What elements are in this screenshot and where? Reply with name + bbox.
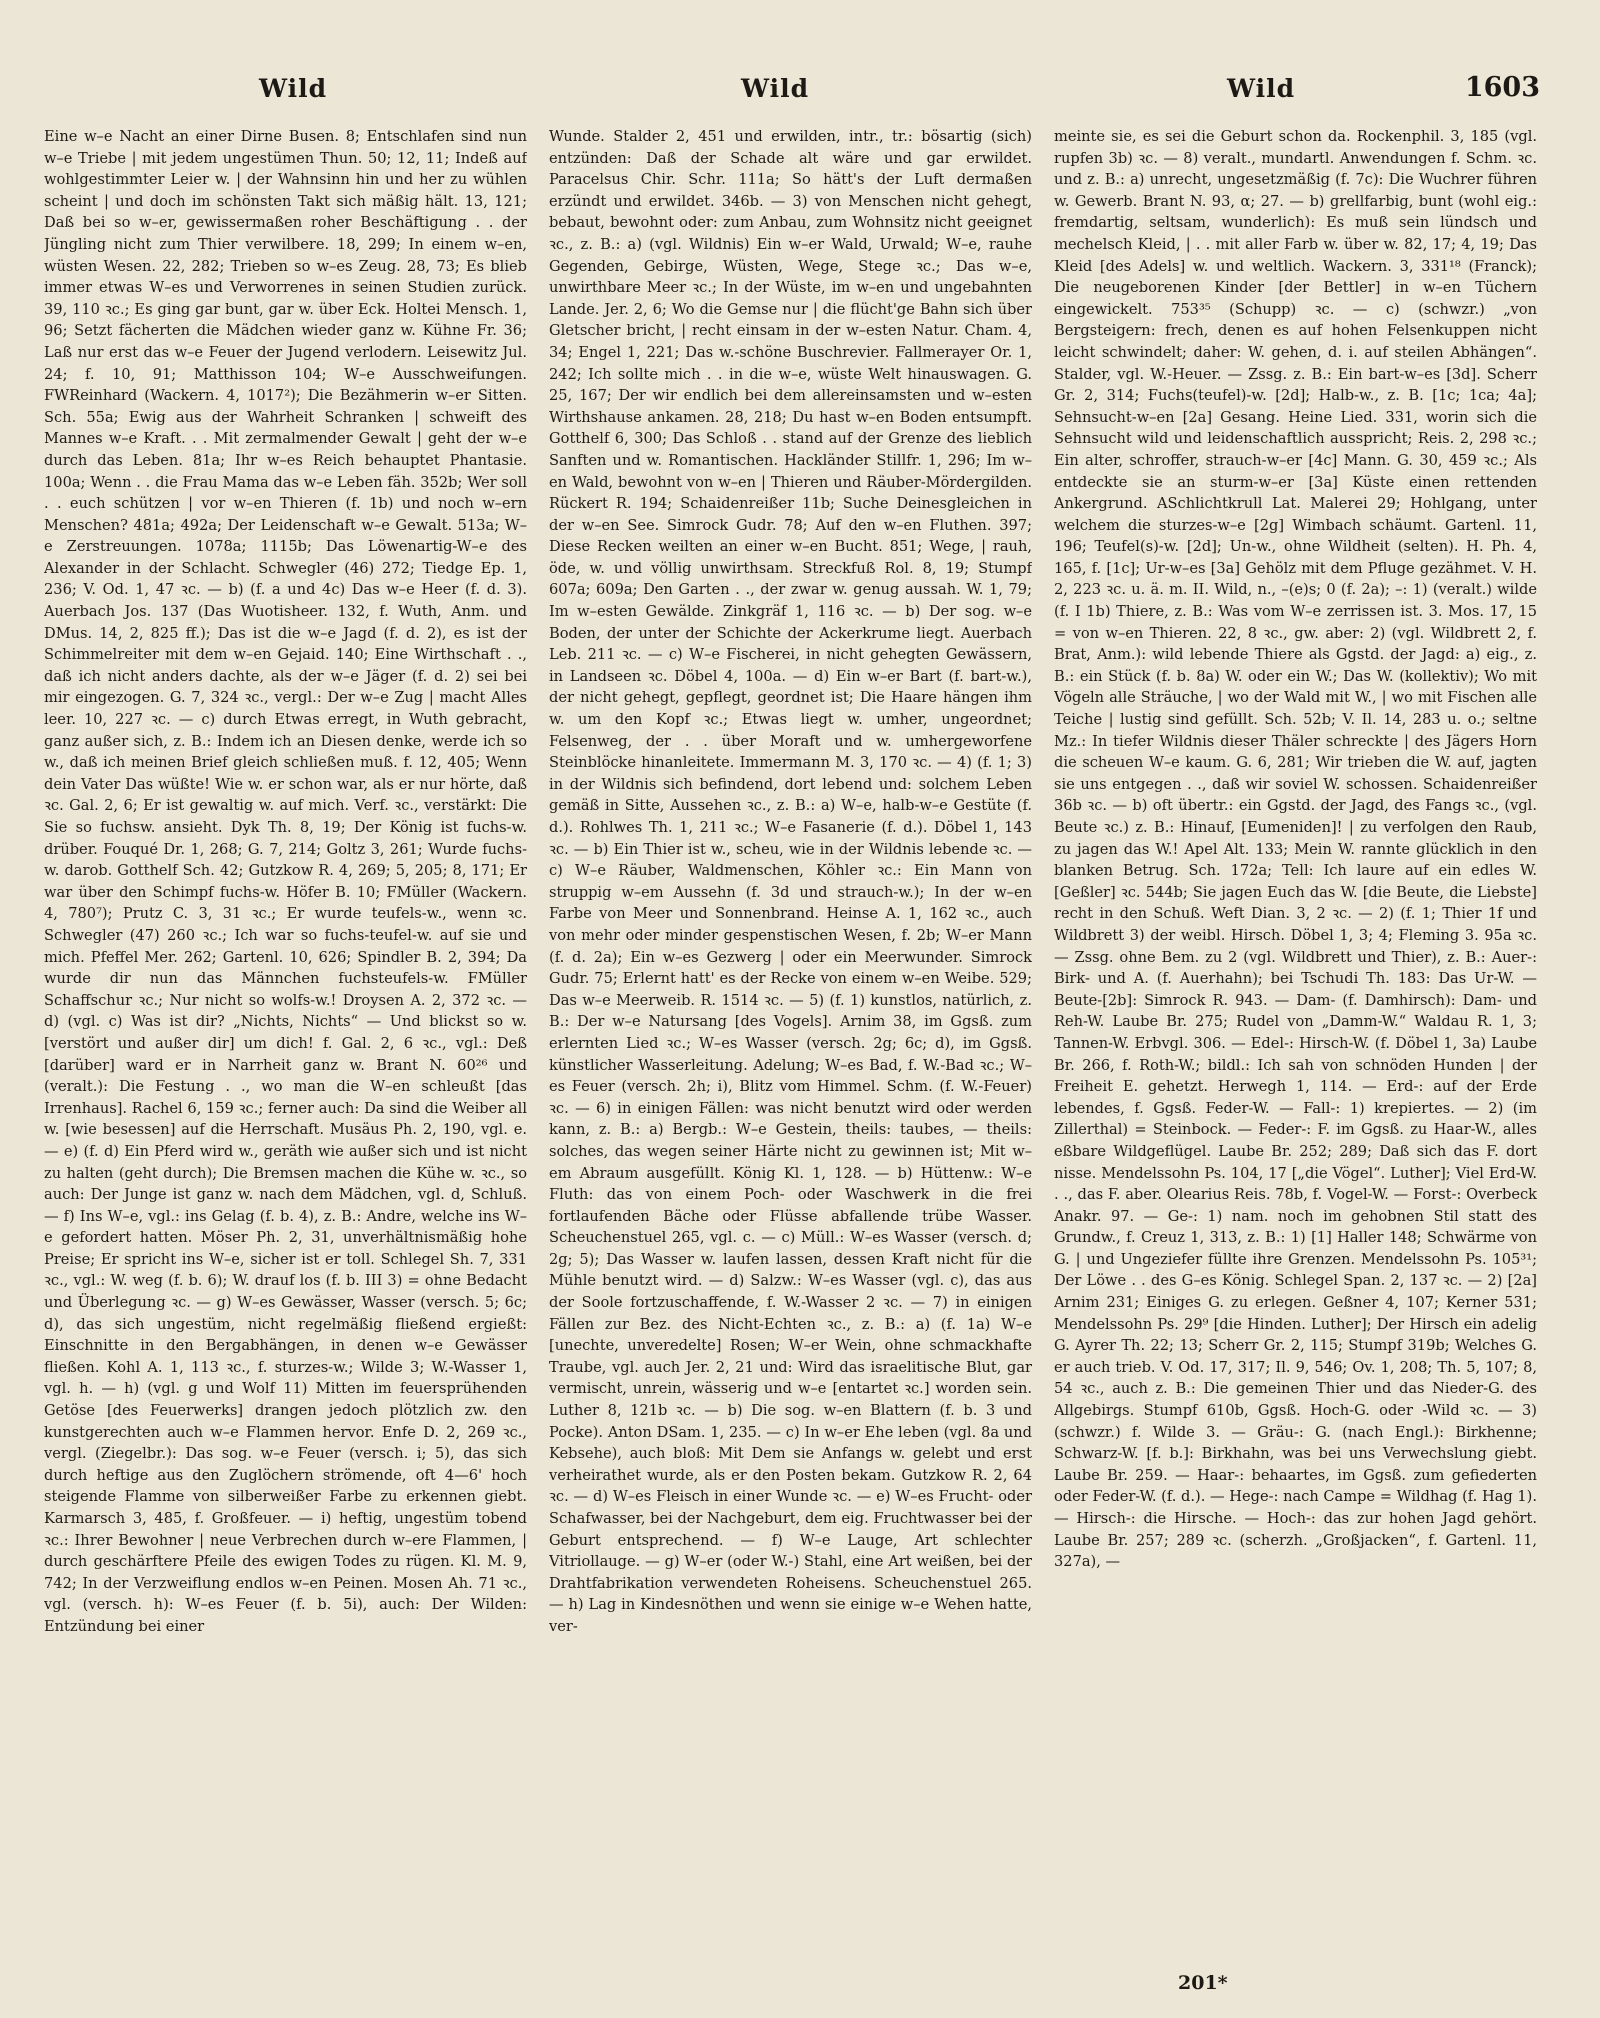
column-3	[1054, 126, 1537, 1956]
header-right-word: Wild	[1227, 74, 1296, 103]
printer-signature: 201*	[1178, 1972, 1228, 1994]
column-1	[44, 126, 527, 1956]
dictionary-columns	[44, 126, 1540, 1956]
column-3-text: meinte sie, es sei die Geburt schon da. Rockenphil. 3, 185 (vgl. rupfen 3b) ꝛc. — 8) veralt., mundartl. Anwendungen f. Schm. ꝛc. und z. B.: a) unrecht, ungesetzmäßig (f. 7c): Die Wuchrer führen w. Gewerb. Brant N. 93, α; 27. — b) grellfarbig, bunt (wohl eig.: fremdartig, seltsam, wunderlich): Es muß sein lündsch und mechelsch Kleid, | . . mit aller Farb w. über w. 82, 17; 4, 19; Das Kleid [des Adels] w. und weltlich. Wackern. 3, 331¹⁸ (Franck); Die neugeborenen Kinder [der Bettler] in w–en Tüchern eingewickelt. 753³⁵ (Schupp) ꝛc. — c) (schwzr.) „von Bergsteigern: frech, denen es auf hohen Felsenkuppen nicht leicht schwindelt; daher: W. gehen, d. i. auf steilen Abhängen“. Stalder, vgl. W.-Heuer. — Zssg. z. B.: Ein bart-w–es [3d]. Scherr Gr. 2, 314; Fuchs(teufel)-w. [2d]; Halb-w., z. B. [1c; 1ca; 4a]; Sehnsucht-w–en [2a] Gesang. Heine Lied. 331, worin sich die Sehnsucht wild und leidenschaftlich ausspricht; Reis. 2, 298 ꝛc.; Ein alter, schroffer, strauch-w–er [4c] Mann. G. 30, 459 ꝛc.; Als entdeckte sie an sturm-w–er [3a] Küste einen rettenden Ankergrund. ASchlichtkrull Lat. Malerei 29; Hohlgang, unter welchem die sturzes-w–e [2g] Wimbach schäumt. Gartenl. 11, 196; Teufel(s)-w. [2d]; Un-w., ohne Wildheit (selten). H. Ph. 4, 165, f. [1c]; Ur-w–es [3a] Gehölz mit dem Pfluge gezähmet. V. H. 2, 223 ꝛc. u. ä. m. II. Wild, n., –(e)s; 0 (f. 2a); –: 1) (veralt.) wilde (f. I 1b) Thiere, z. B.: Was vom W–e zerrissen ist. 3. Mos. 17, 15 = von w–en Thieren. 22, 8 ꝛc., gw. aber: 2) (vgl. Wildbrett 2, f. Brat, Anm.): wild lebende Thiere als Ggstd. der Jagd: a) eig., z. B.: ein Stück (f. b. 8a) W. oder ein W.; Das W. (kollektiv); Wo mit Vögeln alle Sträuche, | wo der Wald mit W., | wo mit Fischen alle Teiche | lustig sind gefüllt. Sch. 52b; V. Il. 14, 283 u. o.; seltne Mz.: In tiefer Wildnis dieser Thäler schreckte | des Jägers Horn die scheuen W–e kaum. G. 6, 281; Wir trieben die W. auf, jagten sie uns entgegen . ., daß wir soviel W. schossen. Schaidenreißer 36b ꝛc. — b) oft übertr.: ein Ggstd. der Jagd, des Fangs ꝛc., (vgl. Beute ꝛc.) z. B.: Hinauf, [Eumeniden]! | zu verfolgen den Raub, zu jagen das W.! Apel Alt. 133; Mein W. rannte glücklich in den blanken Betrug. Sch. 172a; Tell: Ich laure auf ein edles W. [Geßler] ꝛc. 544b; Sie jagen Euch das W. [die Beute, die Liebste] recht in den Schuß. Weft Dian. 3, 2 ꝛc. — 2) (f. 1; Thier 1f und Wildbrett 3) der weibl. Hirsch. Döbel 1, 3; 4; Fleming 3. 95a ꝛc. — Zssg. ohne Bem. zu 2 (vgl. Wildbrett und Thier), z. B.: Auer-: Birk- und A. (f. Auerhahn); bei Tschudi Th. 183: Das Ur-W. — Beute-[2b]: Simrock R. 943. — Dam- (f. Damhirsch): Dam- und Reh-W. Laube Br. 275; Rudel von „Damm-W.“ Waldau R. 1, 3; Tannen-W. Erbvgl. 306. — Edel-: Hirsch-W. (f. Döbel 1, 3a) Laube Br. 266, f. Roth-W.; bildl.: Ich sah von schnöden Hunden | der Freiheit E. gehetzt. Herwegh 1, 114. — Erd-: auf der Erde lebendes, f. Ggsß. Feder-W. — Fall-: 1) krepiertes. — 2) (im Zillerthal) = Steinbock. — Feder-: F. im Ggsß. zu Haar-W., alles eßbare Wildgeflügel. Laube Br. 252; 289; Daß sich das F. dort nisse. Mendelssohn Ps. 104, 17 [„die Vögel“. Luther]; Viel Erd-W. . ., das F. aber. Olearius Reis. 78b, f. Vogel-W. — Forst-: Overbeck Anakr. 97. — Ge-: 1) nam. noch im gehobnen Stil statt des Grundw., f. Creuz 1, 313, z. B.: 1) [1] Haller 148; Schwärme von G. | und Ungeziefer füllte ihre Grenzen. Mendelssohn Ps. 105³¹; Der Löwe . . des G–es König. Schlegel Span. 2, 137 ꝛc. — 2) [2a] Arnim 231; Einiges G. zu erlegen. Geßner 4, 107; Kerner 531; Mendelssohn Ps. 29⁹ [die Hinden. Luther]; Der Hirsch ein adelig G. Ayrer Th. 22; 13; Scherr Gr. 2, 115; Stumpf 319b; Welches G. er auch trieb. V. Od. 17, 317; Il. 9, 546; Ov. 1, 208; Th. 5, 107; 8, 54 ꝛc., auch z. B.: Die gemeinen Thier und das Nieder-G. des Allgebirgs. Stumpf 610b, Ggsß. Hoch-G. oder -Wild ꝛc. — 3) (schwzr.) f. Wilde 3. — Gräu-: G. (nach Engl.): Birkhenne; Schwarz-W. [f. b.]: Birkhahn, was bei uns Verwechslung giebt. Laube Br. 259. — Haar-: behaartes, im Ggsß. zum gefiederten oder Feder-W. (f. d.). — Hege-: nach Campe = Wildhag (f. Hag 1). — Hirsch-: die Hirsche. — Hoch-: das zur hohen Jagd gehört. Laube Br. 257; 289 ꝛc. (scherzh. „Großjacken“, f. Gartenl. 11, 327a), —	[1054, 128, 1537, 1571]
header-center-word: Wild	[741, 74, 810, 103]
page-number: 1603	[1464, 72, 1540, 103]
running-head	[44, 74, 1540, 114]
column-2	[549, 126, 1032, 1956]
column-2-text: Wunde. Stalder 2, 451 und erwilden, intr., tr.: bösartig (sich) entzünden: Daß der Schade alt wäre und gar erwildet. Paracelsus Chir. Schr. 111a; So hätt's der Luft dermaßen erzündt und erwildet. 346b. — 3) von Menschen nicht gehegt, bebaut, bewohnt oder: zum Anbau, zum Wohnsitz nicht geeignet ꝛc., z. B.: a) (vgl. Wildnis) Ein w–er Wald, Urwald; W–e, rauhe Gegenden, Gebirge, Wüsten, Wege, Stege ꝛc.; Das w–e, unwirthbare Meer ꝛc.; In der Wüste, im w–en und ungebahnten Lande. Jer. 2, 6; Wo die Gemse nur | die flücht'ge Bahn sich über Gletscher bricht, | recht einsam in der w–esten Natur. Cham. 4, 34; Engel 1, 221; Das w.-schöne Buschrevier. Fallmerayer Or. 1, 242; Ich sollte mich . . in die w–e, wüste Welt hinauswagen. G. 25, 167; Der wir endlich bei dem allereinsamsten und w–esten Wirthshause ankamen. 28, 218; Du hast w–en Boden entsumpft. Gotthelf 6, 300; Das Schloß . . stand auf der Grenze des lieblich Sanften und w. Romantischen. Hackländer Stillfr. 1, 296; Im w–en Wald, bewohnt von w–en | Thieren und Räuber-Mördergilden. Rückert R. 194; Schaidenreißer 11b; Suche Deinesgleichen in der w–en See. Simrock Gudr. 78; Auf den w–en Fluthen. 397; Diese Recken weilten an einer w–en Bucht. 851; Wege, | rauh, öde, w. und völlig unwirthsam. Streckfuß Rol. 8, 19; Stumpf 607a; 609a; Den Garten . ., der zwar w. genug aussah. W. 1, 79; Im w–esten Gewälde. Zinkgräf 1, 116 ꝛc. — b) Der sog. w–e Boden, der unter der Schichte der Ackerkrume liegt. Auerbach Leb. 211 ꝛc. — c) W–e Fischerei, in nicht gehegten Gewässern, in Landseen ꝛc. Döbel 4, 100a. — d) Ein w–er Bart (f. bart-w.), der nicht gehegt, gepflegt, geordnet ist; Die Haare hängen ihm w. um den Kopf ꝛc.; Etwas liegt w. umher, ungeordnet; Felsenweg, der . . über Moraft und w. umhergeworfene Steinblöcke hinanleitete. Immermann M. 3, 170 ꝛc. — 4) (f. 1; 3) in der Wildnis sich befindend, dort lebend und: solchem Leben gemäß in Sitte, Aussehen ꝛc., z. B.: a) W–e, halb-w–e Gestüte (f. d.). Rohlwes Th. 1, 211 ꝛc.; W–e Fasanerie (f. d.). Döbel 1, 143 ꝛc. — b) Ein Thier ist w., scheu, wie in der Wildnis lebende ꝛc. — c) W–e Räuber, Waldmenschen, Köhler ꝛc.: Ein Mann von struppig w–em Aussehn (f. 3d und strauch-w.); In der w–en Farbe von Meer und Sonnenbrand. Heinse A. 1, 162 ꝛc., auch von mehr oder minder gespenstischen Wesen, f. 2b; W–er Mann (f. d. 2a); Ein w–es Gezwerg | oder ein Meerwunder. Simrock Gudr. 75; Erlernt hatt' es der Recke von einem w–en Weibe. 529; Das w–e Meerweib. R. 1514 ꝛc. — 5) (f. 1) kunstlos, natürlich, z. B.: Der w–e Natursang [des Vogels]. Arnim 38, im Ggsß. zum erlernten Lied ꝛc.; W–es Wasser (versch. 2g; 6c; d), im Ggsß. künstlicher Wasserleitung. Adelung; W–es Bad, f. W.-Bad ꝛc.; W–es Feuer (versch. 2h; i), Blitz vom Himmel. Schm. (f. W.-Feuer) ꝛc. — 6) in einigen Fällen: was nicht benutzt wird oder werden kann, z. B.: a) Bergb.: W–e Gestein, theils: taubes, — theils: solches, das wegen seiner Härte nicht zu gewinnen ist; Mit w–em Abraum ausgefüllt. König Kl. 1, 128. — b) Hüttenw.: W–e Fluth: das von einem Poch- oder Waschwerk in die frei fortlaufenden Bäche oder Flüsse abfallende trübe Wasser. Scheuchenstuel 265, vgl. c. — c) Müll.: W–es Wasser (versch. d; 2g; 5); Das Wasser w. laufen lassen, dessen Kraft nicht für die Mühle benutzt wird. — d) Salzw.: W–es Wasser (vgl. c), das aus der Soole fortzuschaffende, f. W.-Wasser 2 ꝛc. — 7) in einigen Fällen zur Bez. des Nicht-Echten ꝛc., z. B.: a) (f. 1a) W–e [unechte, unveredelte] Rosen; W–er Wein, ohne schmackhafte Traube, vgl. auch Jer. 2, 21 und: Wird das israelitische Blut, gar vermischt, unrein, wässerig und w–e [entartet ꝛc.] worden sein. Luther 8, 121b ꝛc. — b) Die sog. w–en Blattern (f. b. 3 und Pocke). Anton DSam. 1, 235. — c) In w–er Ehe leben (vgl. 8a und Kebsehe), auch bloß: Mit Dem sie Anfangs w. gelebt und erst verheirathet wurde, als er den Posten bekam. Gutzkow R. 2, 64 ꝛc. — d) W–es Fleisch in einer Wunde ꝛc. — e) W–es Frucht- oder Schafwasser, bei der Nachgeburt, dem eig. Fruchtwasser bei der Geburt entsprechend. — f) W–e Lauge, Art schlechter Vitriollauge. — g) W–er (oder W.-) Stahl, eine Art weißen, bei der Drahtfabrikation verwendeten Roheisens. Scheuchenstuel 265. — h) Lag in Kindesnöthen und wenn sie einige w–e Wehen hatte, ver-	[549, 128, 1032, 1635]
header-left-word: Wild	[259, 74, 328, 103]
column-1-text: Eine w–e Nacht an einer Dirne Busen. 8; Entschlafen sind nun w–e Triebe | mit jedem ungestümen Thun. 50; 12, 11; Indeß auf wohlgestimmter Leier w. | der Wahnsinn hin und her zu wühlen scheint | und doch im schönsten Takt sich mäßig hält. 13, 121; Daß bei so w–er, gewissermaßen roher Beschäftigung . . der Jüngling nicht zum Thier verwilbere. 18, 299; In einem w–en, wüsten Wesen. 22, 282; Trieben so w–es Zeug. 28, 73; Es blieb immer etwas W–es und Verworrenes in seinen Studien zurück. 39, 110 ꝛc.; Es ging gar bunt, gar w. über Eck. Holtei Mensch. 1, 96; Setzt fächerten die Mädchen wieder ganz w. Kühne Fr. 36; Laß nur erst das w–e Feuer der Jugend verlodern. Leisewitz Jul. 24; f. 10, 91; Matthisson 104; W–e Ausschweifungen. FWReinhard (Wackern. 4, 1017²); Die Bezähmerin w–er Sitten. Sch. 55a; Ewig aus der Wahrheit Schranken | schweift des Mannes w–e Kraft. . . Mit zermalmender Gewalt | geht der w–e durch das Leben. 81a; Ihr w–es Reich behauptet Phantasie. 100a; Wenn . . die Frau Mama das w–e Leben fäh. 352b; Wer soll . . euch schützen | vor w–en Thieren (f. 1b) und noch w–ern Menschen? 481a; 492a; Der Leidenschaft w–e Gewalt. 513a; W–e Zerstreuungen. 1078a; 1115b; Das Löwenartig-W–e des Alexander in der Schlacht. Schwegler (46) 272; Tiedge Ep. 1, 236; V. Od. 1, 47 ꝛc. — b) (f. a und 4c) Das w–e Heer (f. d. 3). Auerbach Jos. 137 (Das Wuotisheer. 132, f. Wuth, Anm. und DMus. 14, 2, 825 ff.); Das ist die w–e Jagd (f. d. 2), es ist der Schimmelreiter mit dem w–en Gejaid. 140; Eine Wirthschaft . ., daß ich nicht anders dachte, als der w–e Jäger (f. d. 2) sei bei mir eingezogen. G. 7, 324 ꝛc., vergl.: Der w–e Zug | macht Alles leer. 10, 227 ꝛc. — c) durch Etwas erregt, in Wuth gebracht, ganz außer sich, z. B.: Indem ich an Diesen denke, werde ich so w., daß ich meinen Brief gleich schließen muß. f. 12, 405; Wenn dein Vater Das wüßte! Wie w. er schon war, als er nur hörte, daß ꝛc. Gal. 2, 6; Er ist gewaltig w. auf mich. Verf. ꝛc., verstärkt: Die Sie so fuchsw. ansieht. Dyk Th. 8, 19; Der König ist fuchs-w. drüber. Fouqué Dr. 1, 268; G. 7, 214; Goltz 3, 261; Wurde fuchs-w. darob. Gotthelf Sch. 42; Gutzkow R. 4, 269; 5, 205; 8, 171; Er war über den Schimpf fuchs-w. Höfer B. 10; FMüller (Wackern. 4, 780⁷); Prutz C. 3, 31 ꝛc.; Er wurde teufels-w., wenn ꝛc. Schwegler (47) 260 ꝛc.; Ich war so fuchs-teufel-w. auf sie und mich. Pfeffel Mer. 262; Gartenl. 10, 626; Spindler B. 2, 394; Da wurde dir nun das Männchen fuchsteufels-w. FMüller Schaffschur ꝛc.; Nur nicht so wolfs-w.! Droysen A. 2, 372 ꝛc. — d) (vgl. c) Was ist dir? „Nichts, Nichts“ — Und blickst so w. [verstört und außer dir] um dich! f. Gal. 2, 6 ꝛc., vgl.: Deß [darüber] ward er in Narrheit ganz w. Brant N. 60²⁶ und (veralt.): Die Festung . ., wo man die W–en schleußt [das Irrenhaus]. Rachel 6, 159 ꝛc.; ferner auch: Da sind die Weiber all w. [wie besessen] auf die Herrschaft. Musäus Ph. 2, 190, vgl. e. — e) (f. d) Ein Pferd wird w., geräth wie außer sich und ist nicht zu halten (geht durch); Die Bremsen machen die Kühe w. ꝛc., so auch: Der Junge ist ganz w. nach dem Mädchen, vgl. d, Schluß. — f) Ins W–e, vgl.: ins Gelag (f. b. 4), z. B.: Andre, welche ins W–e gefordert hatten. Möser Ph. 2, 31, unverhältnismäßig hohe Preise; Er spricht ins W–e, sicher ist er toll. Schlegel Sh. 7, 331 ꝛc., vgl.: W. weg (f. b. 6); W. drauf los (f. b. III 3) = ohne Bedacht und Überlegung ꝛc. — g) W–es Gewässer, Wasser (versch. 5; 6c; d), das sich ungestüm, nicht regelmäßig fließend ergießt: Einschnitte in den Bergabhängen, in denen w–e Gewässer fließen. Kohl A. 1, 113 ꝛc., f. sturzes-w.; Wilde 3; W.-Wasser 1, vgl. h. — h) (vgl. g und Wolf 11) Mitten im feuersprühenden Getöse [des Feuerwerks] drangen jedoch plötzlich zw. den kunstgerechten auch w–e Flammen hervor. Enfe D. 2, 269 ꝛc., vergl. (Ziegelbr.): Das sog. w–e Feuer (versch. i; 5), das sich durch heftige aus den Zuglöchern strömende, oft 4—6' hoch steigende Flamme von silberweißer Farbe zu erkennen giebt. Karmarsch 3, 485, f. Großfeuer. — i) heftig, ungestüm tobend ꝛc.: Ihrer Bewohner | neue Verbrechen durch w–ere Flammen, | durch geschärftere Pfeile des ewigen Todes zu rügen. Kl. M. 9, 742; In der Verzweiflung endlos w–en Peinen. Mosen Ah. 71 ꝛc., vgl. (versch. h): W–es Feuer (f. b. 5i), auch: Der Wilden: Entzündung bei einer	[44, 128, 527, 1635]
